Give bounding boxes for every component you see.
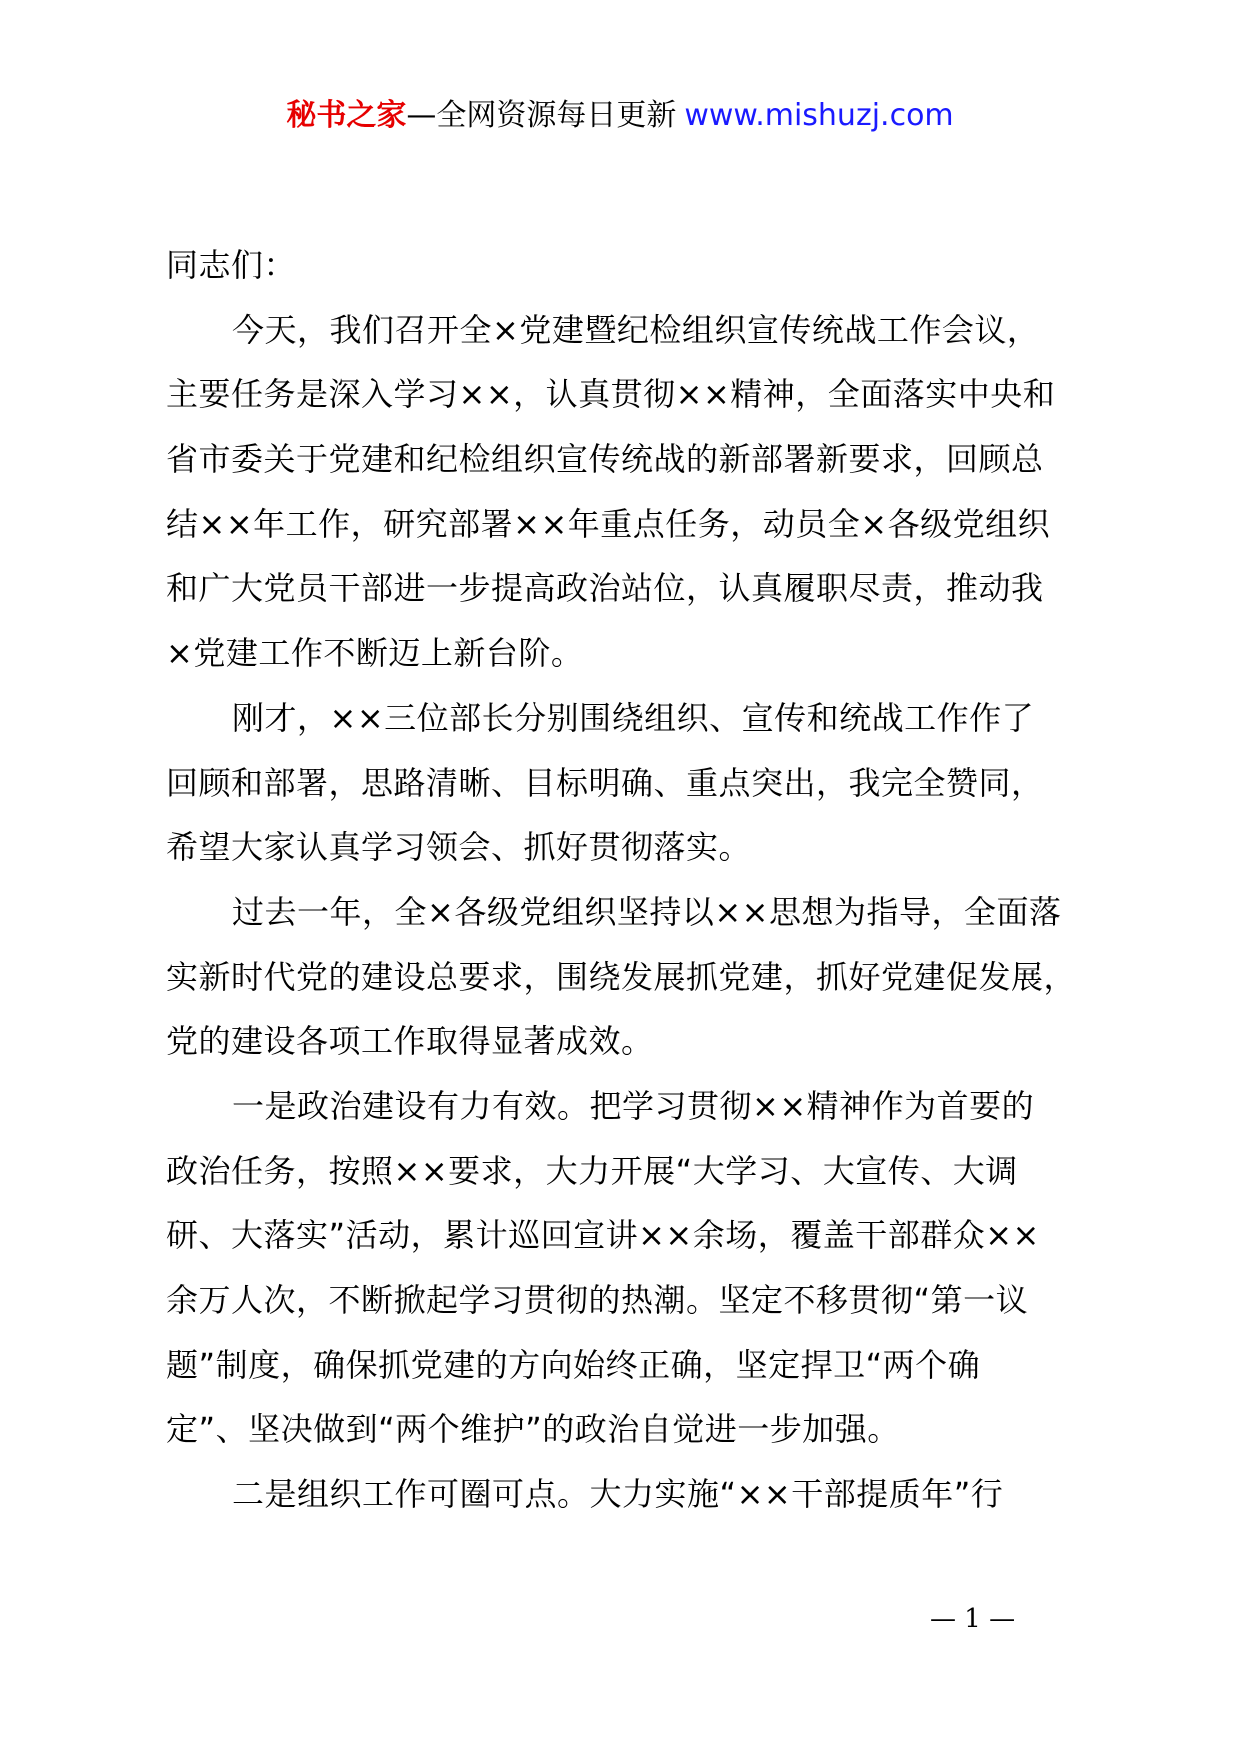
paragraph-1-line-2: 主要任务是深入学习××，认真贯彻××精神，全面落实中央和 (166, 375, 1056, 414)
paragraph-1-line-5: 和广大党员干部进一步提高政治站位，认真履职尽责，推动我 (166, 569, 1044, 608)
document-body (166, 233, 1100, 1527)
paragraph-2-line-2: 回顾和部署，思路清晰、目标明确、重点突出，我完全赞同， (166, 763, 1044, 802)
paragraph-3-line-1: 过去一年，全×各级党组织坚持以××思想为指导，全面落 (232, 892, 1062, 931)
paragraph-5-line-1: 二是组织工作可圈可点。大力实施“××干部提质年”行 (232, 1475, 1004, 1514)
paragraph-4-line-4: 余万人次，不断掀起学习贯彻的热潮。坚定不移贯彻“第一议 (166, 1281, 1029, 1319)
page-number: — 1 — (930, 1604, 1016, 1634)
paragraph-4-line-2: 政治任务，按照××要求，大力开展“大学习、大宣传、大调 (166, 1151, 1018, 1190)
paragraph-1-line-3: 省市委关于党建和纪检组织宣传统战的新部署新要求，回顾总 (166, 440, 1044, 479)
paragraph-4-line-5: 题”制度，确保抓党建的方向始终正确，坚定捍卫“两个确 (166, 1345, 981, 1384)
paragraph-4-line-3: 研、大落实”活动，累计巡回宣讲××余场，覆盖干部群众×× (166, 1216, 1040, 1255)
salutation-line: 同志们： (166, 246, 297, 284)
header-tagline: —全网资源每日更新 (406, 98, 677, 133)
paragraph-2-line-3: 希望大家认真学习领会、抓好贯彻落实。 (166, 828, 752, 867)
page-header (0, 96, 1240, 136)
site-url-link[interactable]: www.mishuzj.com (684, 98, 954, 133)
paragraph-4-line-6: 定”、坚决做到“两个维护”的政治自觉进一步加强。 (166, 1410, 900, 1449)
paragraph-1-line-6: ×党建工作不断迈上新台阶。 (166, 634, 584, 673)
paragraph-3-line-3: 党的建设各项工作取得显著成效。 (166, 1022, 654, 1061)
paragraph-4-line-1: 一是政治建设有力有效。把学习贯彻××精神作为首要的 (232, 1086, 1035, 1125)
paragraph-3-line-2: 实新时代党的建设总要求，围绕发展抓党建，抓好党建促发展， (166, 957, 1077, 996)
paragraph-1-line-1: 今天，我们召开全×党建暨纪检组织宣传统战工作会议， (232, 310, 1040, 349)
brand-name: 秘书之家 (286, 98, 407, 133)
paragraph-2-line-1: 刚才，××三位部长分别围绕组织、宣传和统战工作作了 (232, 698, 1035, 737)
paragraph-1-line-4: 结××年工作，研究部署××年重点任务，动员全×各级党组织 (166, 504, 1051, 543)
